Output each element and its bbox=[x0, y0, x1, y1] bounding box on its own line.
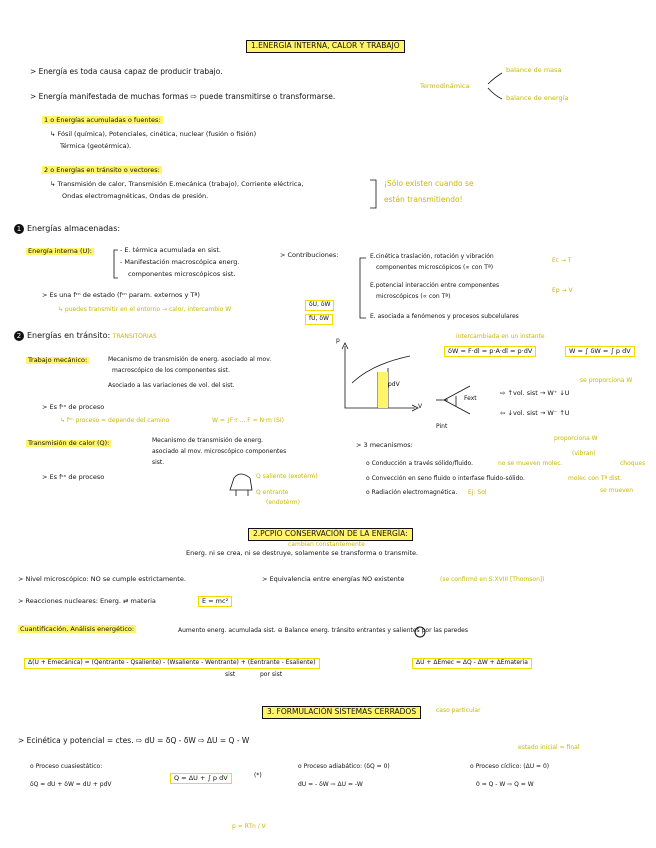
process-function-note: ↳ fᶜⁿ proceso = depende del camino bbox=[60, 417, 170, 424]
quasistatic-box: Q = ΔU + ∫ p dV bbox=[170, 773, 232, 784]
heat-line-3: sist. bbox=[152, 459, 165, 466]
work-diff-eq: δW = F·dl = p·A·dl = p·dV bbox=[444, 346, 536, 357]
graph-v-axis: V bbox=[418, 403, 423, 410]
internal-energy-label: Energía interna (U): bbox=[28, 247, 92, 255]
thermo-label: Termodinámica bbox=[420, 82, 470, 90]
mech-2-move: se mueven bbox=[600, 487, 634, 494]
heat-label: Transmisión de calor (Q): bbox=[28, 439, 110, 447]
vol-up: ⇨ ↑vol. sist → W⁺ ↓U bbox=[500, 389, 570, 397]
particular-case: caso particular bbox=[436, 707, 481, 714]
work-line-2: macroscópico de los componentes sist. bbox=[112, 367, 230, 374]
micro-level: > Nivel microscópico: NO se cumple estrictamente. bbox=[18, 575, 186, 583]
adiabatic-eq: dU = - δW ⇨ ΔU = -W bbox=[298, 781, 363, 788]
quantification: Cuantificación, Análisis energético: bbox=[20, 625, 135, 633]
quasistatic-eq: δQ = dU + δW = dU + pdV bbox=[30, 781, 112, 788]
heat-line-2: asociado al mov. microscópico componentes bbox=[152, 448, 287, 455]
vol-up-note: se proporciona W bbox=[580, 377, 633, 384]
heat-in-2: (endotérm) bbox=[266, 499, 300, 506]
acc-line-2: Térmica (geotérmica). bbox=[60, 142, 132, 150]
cyclic-top-note: estado inicial = final bbox=[518, 744, 580, 751]
trans-note-2: están transmitiendo! bbox=[384, 195, 463, 204]
ie-line-3: componentes microscópicos sist. bbox=[128, 270, 236, 278]
sub-sist: sist bbox=[225, 671, 236, 678]
quantification-text: Aumento energ. acumulada sist. ⊖ Balance energ. tránsito entrantes y salientes por las paredes bbox=[178, 627, 468, 634]
adiabatic-head: o Proceso adiabático: (δQ = 0) bbox=[298, 763, 390, 770]
mech-1-vib: (vibran) bbox=[572, 450, 596, 457]
heat-out: Q saliente (exotérm) bbox=[256, 473, 318, 480]
state-function: > Es una fᶜⁿ de estado (fᶜⁿ param. externos y Tª) bbox=[42, 291, 200, 299]
section-transit: 2 Energías en tránsito: TRANSITORIAS bbox=[14, 331, 157, 341]
section-title-2: 2.PCPIO CONSERVACIÓN DE LA ENERGÍA: bbox=[248, 528, 413, 541]
instant-note: intercambiada en un instante bbox=[456, 333, 545, 340]
graph-pdv: pdV bbox=[388, 381, 400, 388]
energy-balance-eq: Δ(U + Emecánica) = (Qentrante - Qsaliente) - (Wsaliente - Wentrante) + (Eentrante - Esaliente) bbox=[24, 658, 320, 669]
cyclic-eq: 0 = Q - W ⇨ Q = W bbox=[476, 781, 534, 788]
mech-3: o Radiación electromagnética. bbox=[366, 489, 458, 496]
contrib-2b: microscópicos (∝ con Tª) bbox=[376, 293, 451, 300]
contrib-1b: componentes microscópicos (∝ con Tª) bbox=[376, 264, 494, 271]
equivalence-note: (se confirmó en S.XVIII [Thomson]) bbox=[440, 576, 545, 583]
trans-line-1: ↳ Transmisión de calor, Transmisión E.mecánica (trabajo), Corriente eléctrica, bbox=[50, 180, 304, 188]
mech-3-note: Ej: Sol bbox=[468, 489, 487, 496]
closed-system-eq: > Ecinética y potencial = ctes. ⇨ dU = δQ - δW ⇨ ΔU = Q - W bbox=[18, 736, 250, 745]
du-dw-box-1: δU, δW bbox=[305, 300, 334, 311]
ie-line-1: - E. térmica acumulada en sist. bbox=[120, 246, 221, 254]
bullet-energy-def: > Energía es toda causa capaz de producir trabajo. bbox=[30, 67, 223, 76]
ideal-gas-note: p = RTn / V bbox=[232, 823, 266, 830]
mech-2: o Convección en seno fluido o interfase fluido-sólido. bbox=[366, 475, 525, 482]
equivalence: > Equivalencia entre energías NO existente bbox=[262, 575, 405, 583]
quasistatic-head: o Proceso cuasiestático: bbox=[30, 763, 103, 770]
acc-line-1: ↳ Fósil (química), Potenciales, cinética, nuclear (fusión o fisión) bbox=[50, 130, 257, 138]
mech-1-choques: choques bbox=[620, 460, 646, 467]
mech-2-note: molec con Tª dist. bbox=[568, 475, 623, 482]
thermo-mass: balance de masa bbox=[506, 66, 562, 74]
state-function-note: ↳ puedes transmitir en el entorno → calor, intercambio W bbox=[58, 306, 232, 313]
trans-note-1: ¡Sólo existen cuando se bbox=[384, 179, 474, 188]
contrib-label: > Contribuciones: bbox=[280, 251, 339, 259]
section-title-3: 3. FORMULACIÓN SISTEMAS CERRADOS bbox=[262, 706, 421, 719]
bullet-energy-forms: > Energía manifestada de muchas formas ⇨ puede transmitirse o transformarse. bbox=[30, 92, 336, 101]
trans-line-2: Ondas electromagnéticas, Ondas de presión. bbox=[62, 192, 209, 200]
vol-down: ⇦ ↓vol. sist → W⁻ ↑U bbox=[500, 409, 570, 417]
acc-heading: 1 o Energías acumuladas o fuentes: bbox=[44, 116, 161, 124]
heat-in: Q entrante bbox=[256, 489, 289, 496]
process-function: > Es fᶜⁿ de proceso bbox=[42, 403, 105, 411]
constant-change-note: cambian constantemente bbox=[288, 541, 365, 548]
conservation-statement: Energ. ni se crea, ni se destruye, solamente se transforma o transmite. bbox=[186, 549, 419, 557]
mech-1-note: no se mueven molec. bbox=[498, 460, 563, 467]
mechanisms-head: > 3 mecanismos: bbox=[356, 441, 413, 449]
piston-pint: Pint bbox=[436, 423, 448, 430]
mech-1: o Conducción a través sólido/fluido. bbox=[366, 460, 474, 467]
contrib-2r: Ep → V bbox=[552, 287, 573, 294]
work-si-eq: W = ∫F·r ... F = N·m (SI) bbox=[212, 417, 284, 424]
du-dw-box-2: fU, δW bbox=[305, 314, 333, 325]
work-label: Trabajo mecánico: bbox=[28, 356, 88, 364]
thermo-energy: balance de energía bbox=[506, 94, 569, 102]
contrib-1r: Ec → T bbox=[552, 257, 572, 264]
work-line-3: Asociado a las variaciones de vol. del sist. bbox=[108, 382, 235, 389]
graph-p-axis: p bbox=[336, 337, 340, 344]
contrib-2a: E.potencial interacción entre componentes bbox=[370, 282, 500, 289]
emc2-box: E = mc² bbox=[198, 596, 232, 607]
heat-line-1: Mecanismo de transmisión de energ. bbox=[152, 437, 264, 444]
nuclear-reactions: > Reacciones nucleares: Energ. ⇄ materia bbox=[18, 597, 156, 605]
ie-line-2: - Manifestación macroscópica energ. bbox=[120, 258, 240, 266]
quasistatic-star: (*) bbox=[254, 772, 262, 779]
section-title-1: 1.ENERGÍA INTERNA, CALOR Y TRABAJO bbox=[246, 40, 405, 53]
heat-process-fn: > Es fᶜⁿ de proceso bbox=[42, 473, 105, 481]
work-line-1: Mecanismo de transmisión de energ. asociado al mov. bbox=[108, 356, 272, 363]
energy-balance-short: ΔU + ΔEmec = ΔQ - ΔW + ΔEmateria bbox=[412, 658, 532, 669]
sub-por-sist: por sist bbox=[260, 671, 283, 678]
vol-down-note: proporciona W bbox=[554, 435, 598, 442]
work-integral-eq: W = ∫ δW = ∫ p dV bbox=[565, 346, 635, 357]
piston-fext: Fext bbox=[464, 395, 477, 402]
contrib-3: E. asociada a fenómenos y procesos subcelulares bbox=[370, 313, 519, 320]
trans-heading: 2 o Energías en tránsito o vectores: bbox=[44, 166, 160, 174]
cyclic-head: o Proceso cíclico: (ΔU = 0) bbox=[470, 763, 550, 770]
section-stored: 1 Energías almacenadas: bbox=[14, 224, 120, 234]
contrib-1a: E.cinética traslación, rotación y vibración bbox=[370, 253, 494, 260]
